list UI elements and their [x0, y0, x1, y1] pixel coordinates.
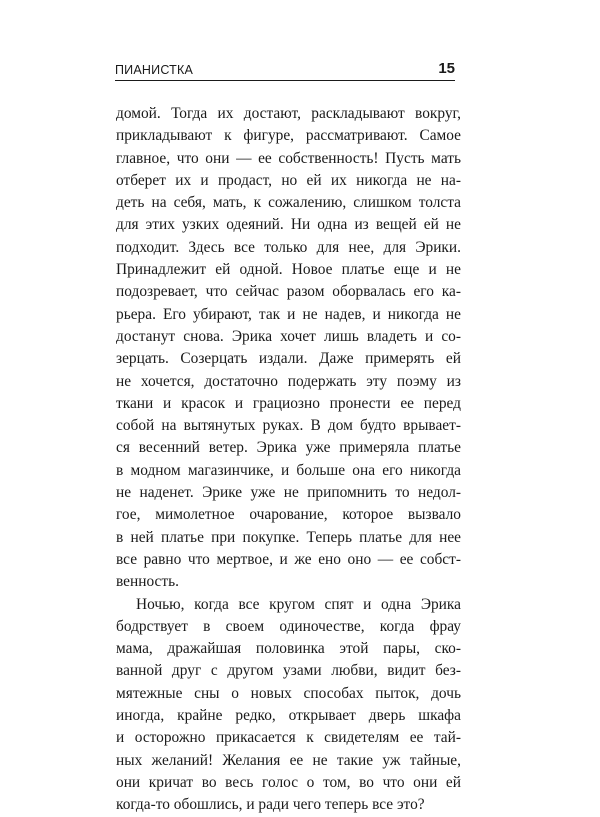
text-line: зерцать. Созерцать издали. Даже примерять ей	[116, 350, 461, 368]
text-line: домой. Тогда их достают, раскладывают вокруг,	[116, 105, 461, 122]
text-line: в модном магазинчике, и больше она его никогда	[116, 461, 461, 479]
text-line: ванной друг с другом узами любви, видит без-	[116, 662, 461, 680]
text-line: прикладывают к фигуре, рассматривают. Самое	[116, 127, 461, 145]
text-line: рьера. Его убирают, так и не надев, и никогда не	[116, 305, 461, 323]
text-line: подозревает, что сейчас разом оборвалась его ка-	[116, 283, 461, 301]
text-line: достанут снова. Эрика хочет лишь владеть и со-	[116, 327, 461, 345]
text-line: гое, мимолетное очарование, которое вызвало	[116, 506, 461, 524]
text-line: Принадлежит ей одной. Новое платье еще и не	[116, 261, 461, 279]
text-line: главное, что они — ее собственность! Пусть мать	[116, 149, 461, 167]
text-line: они кричат во весь голос о том, во что они ей	[116, 773, 461, 791]
text-line: деть на себя, мать, к сожалению, слишком толста	[116, 194, 461, 212]
text-line: ных желаний! Желания ее не такие уж тайные,	[116, 751, 461, 769]
text-line: и осторожно прикасается к свидетелям ее тай-	[116, 729, 461, 747]
page-number: 15	[438, 60, 455, 77]
text-line: когда-то обошлись, и ради чего теперь все это?	[116, 796, 425, 814]
text-line: ся весенний ветер. Эрика уже примеряла платье	[116, 439, 461, 457]
text-line: бодрствует в своем одиночестве, когда фрау	[116, 617, 461, 635]
header-rule	[115, 80, 455, 81]
text-line: отберет их и продаст, но ей их никогда не на-	[116, 171, 461, 189]
book-title: ПИАНИСТКА	[115, 63, 193, 77]
text-line: иногда, крайне редко, открывает дверь шкафа	[116, 707, 461, 725]
text-line: Ночью, когда все кругом спят и одна Эрика	[136, 595, 461, 613]
text-line: в ней платье при покупке. Теперь платье для нее	[116, 528, 461, 546]
text-line: мятежные сны о новых способах пыток, дочь	[116, 684, 461, 702]
text-line: ткани и красок и грациозно пронести ее перед	[116, 394, 461, 412]
text-line: мама, дражайшая половинка этой пары, ско-	[116, 640, 461, 658]
text-line: венность.	[116, 573, 179, 591]
running-head	[115, 60, 455, 80]
body-text	[116, 103, 461, 817]
text-line: все равно что мертвое, и же ено оно — ее собст-	[116, 550, 461, 568]
text-line: подходит. Здесь все только для нее, для Эрики.	[116, 238, 461, 256]
text-line: не наденет. Эрике уже не припомнить то недол-	[116, 484, 461, 502]
text-line: не хочется, достаточно подержать эту поэму из	[116, 372, 461, 390]
text-line: для этих узких одеяний. Ни одна из вещей ей не	[116, 216, 461, 234]
text-line: собой на вытянутых руках. В дом будто врывает-	[116, 417, 461, 435]
